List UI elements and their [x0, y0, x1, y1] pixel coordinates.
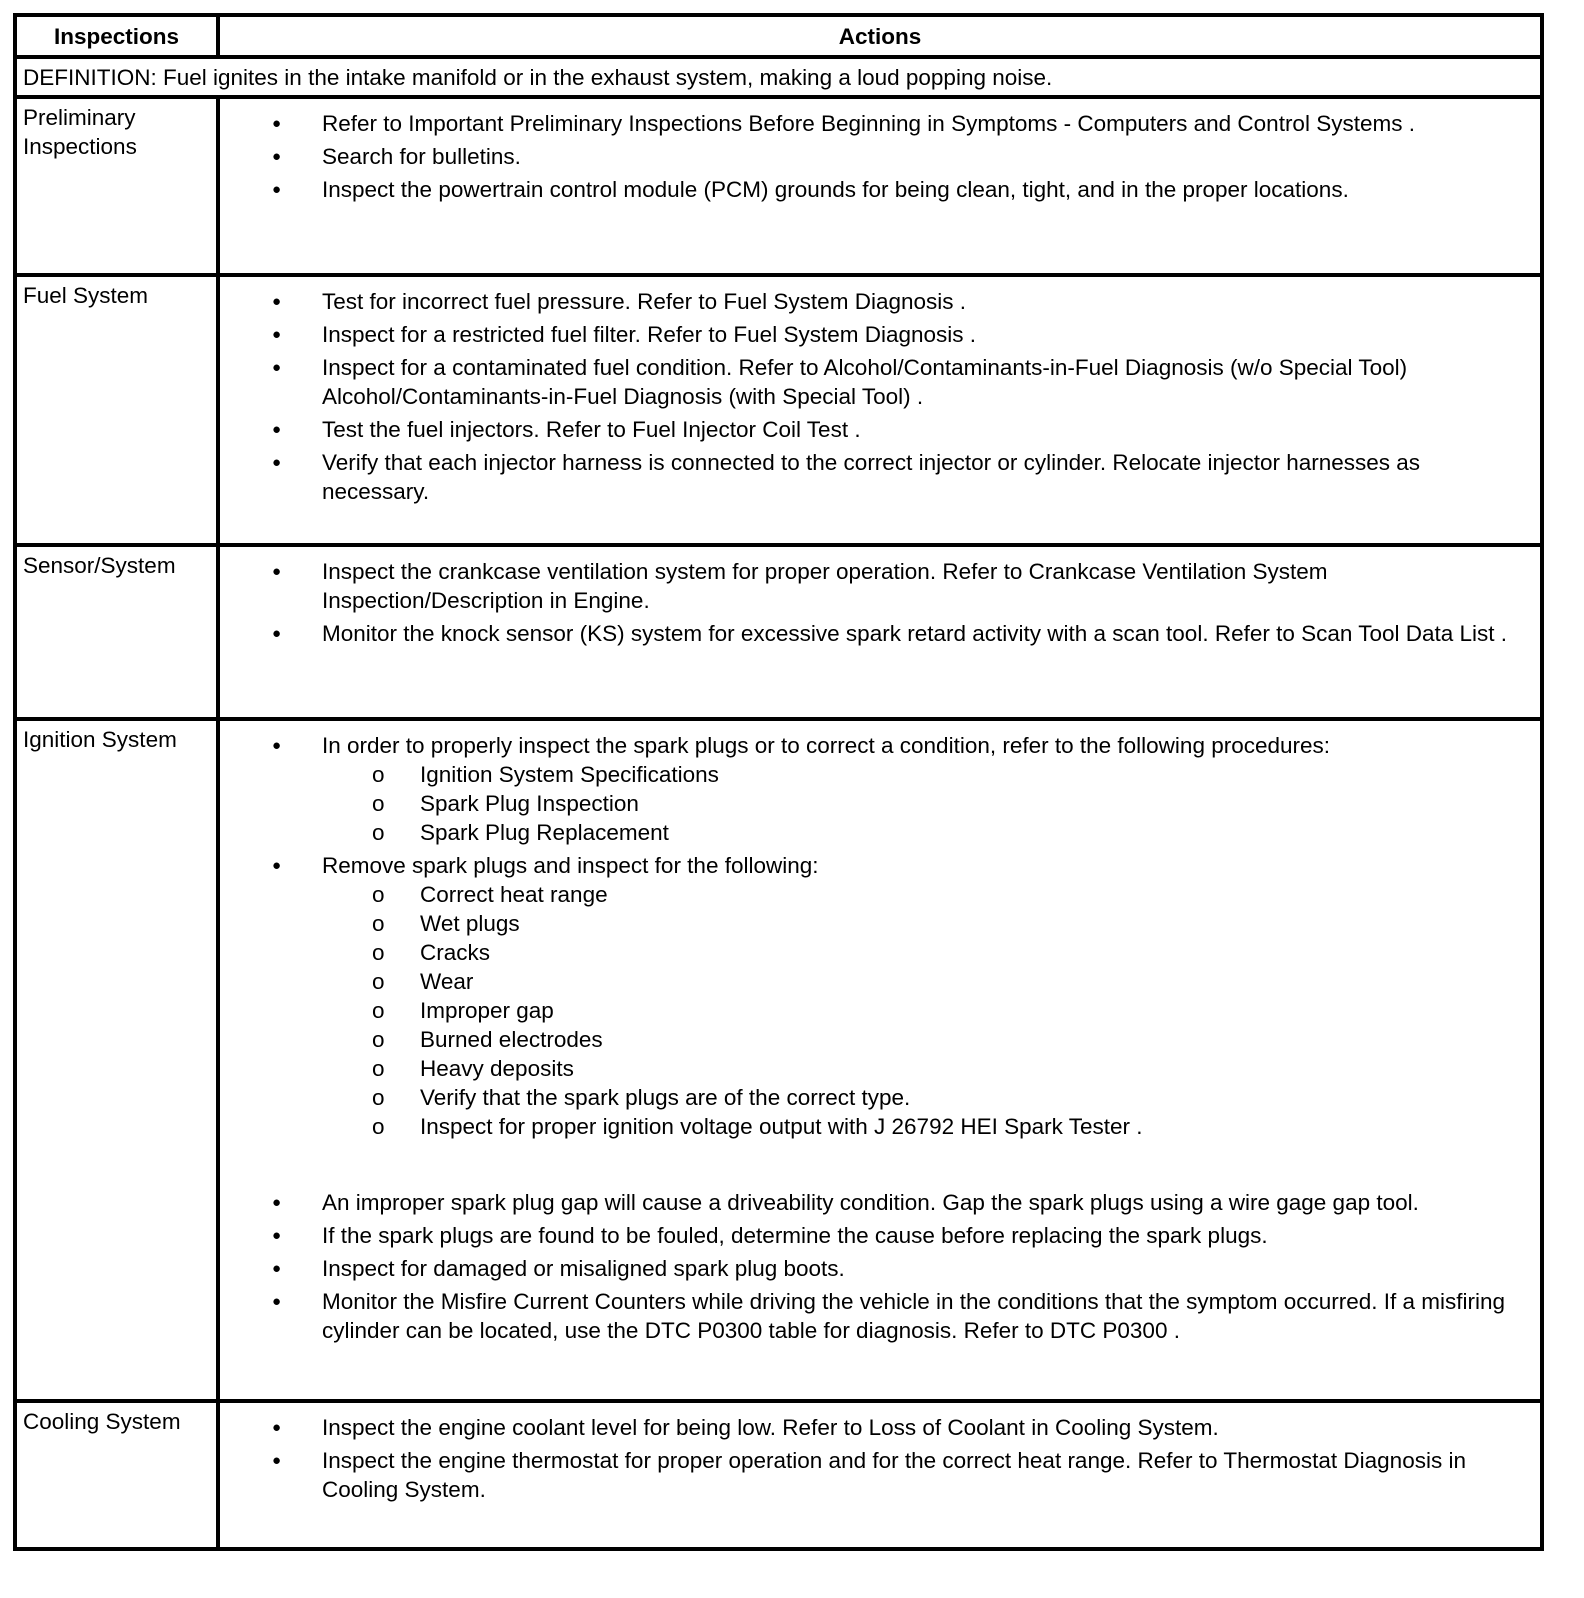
- action-item: [220, 731, 1532, 847]
- action-item: ● Inspect the crankcase ventilation system for proper operation. Refer to Crankcase Ventilation System Inspection/Description in Engine.: [220, 557, 1532, 615]
- header-inspections: Inspections: [15, 15, 218, 57]
- table-row: [15, 97, 1542, 275]
- action-item: ● Monitor the knock sensor (KS) system for excessive spark retard activity with a scan tool. Refer to Scan Tool Data List .: [220, 619, 1532, 648]
- table-row: [15, 1401, 1542, 1549]
- action-list: [220, 277, 1540, 506]
- action-item: ● Test for incorrect fuel pressure. Refer to Fuel System Diagnosis .: [220, 287, 1532, 316]
- action-item: ● Search for bulletins.: [220, 142, 1532, 171]
- row-actions: [218, 545, 1542, 719]
- row-label-text: Sensor/System: [23, 553, 176, 578]
- sub-item: o Improper gap: [322, 996, 1532, 1025]
- table-row: [15, 545, 1542, 719]
- sub-list: [322, 760, 1532, 847]
- action-item: ● Inspect for a restricted fuel filter. Refer to Fuel System Diagnosis .: [220, 320, 1532, 349]
- sub-item: o Spark Plug Inspection: [322, 789, 1532, 818]
- header-actions: Actions: [218, 15, 1542, 57]
- sub-item: o Correct heat range: [322, 880, 1532, 909]
- action-item: ● Refer to Important Preliminary Inspections Before Beginning in Symptoms - Computers and Control Systems .: [220, 109, 1532, 138]
- sub-list: [322, 880, 1532, 1141]
- header-row: [15, 15, 1542, 57]
- sub-item: o Inspect for proper ignition voltage output with J 26792 HEI Spark Tester .: [322, 1112, 1532, 1141]
- action-item: [220, 851, 1532, 1184]
- sub-item: o Burned electrodes: [322, 1025, 1532, 1054]
- row-label-text: Preliminary Inspections: [23, 105, 137, 159]
- sub-item: o Heavy deposits: [322, 1054, 1532, 1083]
- row-actions: [218, 275, 1542, 545]
- row-label: [15, 545, 218, 719]
- table-row: [15, 275, 1542, 545]
- action-list: [220, 721, 1540, 1345]
- row-label: [15, 719, 218, 1401]
- sub-item: o Cracks: [322, 938, 1532, 967]
- action-item: ● Test the fuel injectors. Refer to Fuel Injector Coil Test .: [220, 415, 1532, 444]
- row-label: [15, 275, 218, 545]
- row-label-text: Fuel System: [23, 283, 149, 308]
- row-label-text: Ignition System: [23, 727, 177, 752]
- inspections-table: [13, 13, 1544, 1551]
- action-list: [220, 547, 1540, 648]
- sub-item: o Ignition System Specifications: [322, 760, 1532, 789]
- action-item-text: In order to properly inspect the spark plugs or to correct a condition, refer to the following procedures:: [322, 733, 1331, 758]
- sub-item: o Wet plugs: [322, 909, 1532, 938]
- sub-item: o Spark Plug Replacement: [322, 818, 1532, 847]
- action-item: ● Verify that each injector harness is connected to the correct injector or cylinder. Relocate injector harnesses as necessary.: [220, 448, 1532, 506]
- row-actions: [218, 1401, 1542, 1549]
- action-item: ● Inspect the engine coolant level for being low. Refer to Loss of Coolant in Cooling System.: [220, 1413, 1532, 1442]
- action-item: ● Inspect for a contaminated fuel condition. Refer to Alcohol/Contaminants-in-Fuel Diagnosis (w/o Special Tool) Alcohol/Contaminants-in-Fuel Diagnosis (with Special Tool) .: [220, 353, 1532, 411]
- row-label: [15, 97, 218, 275]
- sub-item: o Wear: [322, 967, 1532, 996]
- spacer: [322, 1141, 1532, 1184]
- action-list: [220, 1403, 1540, 1504]
- definition-text: DEFINITION: Fuel ignites in the intake manifold or in the exhaust system, making a loud popping noise.: [15, 57, 1542, 97]
- action-item: ● Inspect the engine thermostat for proper operation and for the correct heat range. Refer to Thermostat Diagnosis in Cooling System.: [220, 1446, 1532, 1504]
- action-item: ● An improper spark plug gap will cause a driveability condition. Gap the spark plugs using a wire gage gap tool.: [220, 1188, 1532, 1217]
- action-item: ● Inspect for damaged or misaligned spark plug boots.: [220, 1254, 1532, 1283]
- sub-item: o Verify that the spark plugs are of the correct type.: [322, 1083, 1532, 1112]
- definition-row: [15, 57, 1542, 97]
- table-row: [15, 719, 1542, 1401]
- row-label: [15, 1401, 218, 1549]
- row-actions: [218, 719, 1542, 1401]
- action-item-text: Remove spark plugs and inspect for the following:: [322, 853, 819, 878]
- row-actions: [218, 97, 1542, 275]
- action-item: ● Inspect the powertrain control module (PCM) grounds for being clean, tight, and in the proper locations.: [220, 175, 1532, 204]
- row-label-text: Cooling System: [23, 1409, 181, 1434]
- action-list: [220, 99, 1540, 204]
- action-item: ● Monitor the Misfire Current Counters while driving the vehicle in the conditions that the symptom occurred. If a misfiring cylinder can be located, use the DTC P0300 table for diagnosis. Refer to DTC P0300 .: [220, 1287, 1532, 1345]
- action-item: ● If the spark plugs are found to be fouled, determine the cause before replacing the spark plugs.: [220, 1221, 1532, 1250]
